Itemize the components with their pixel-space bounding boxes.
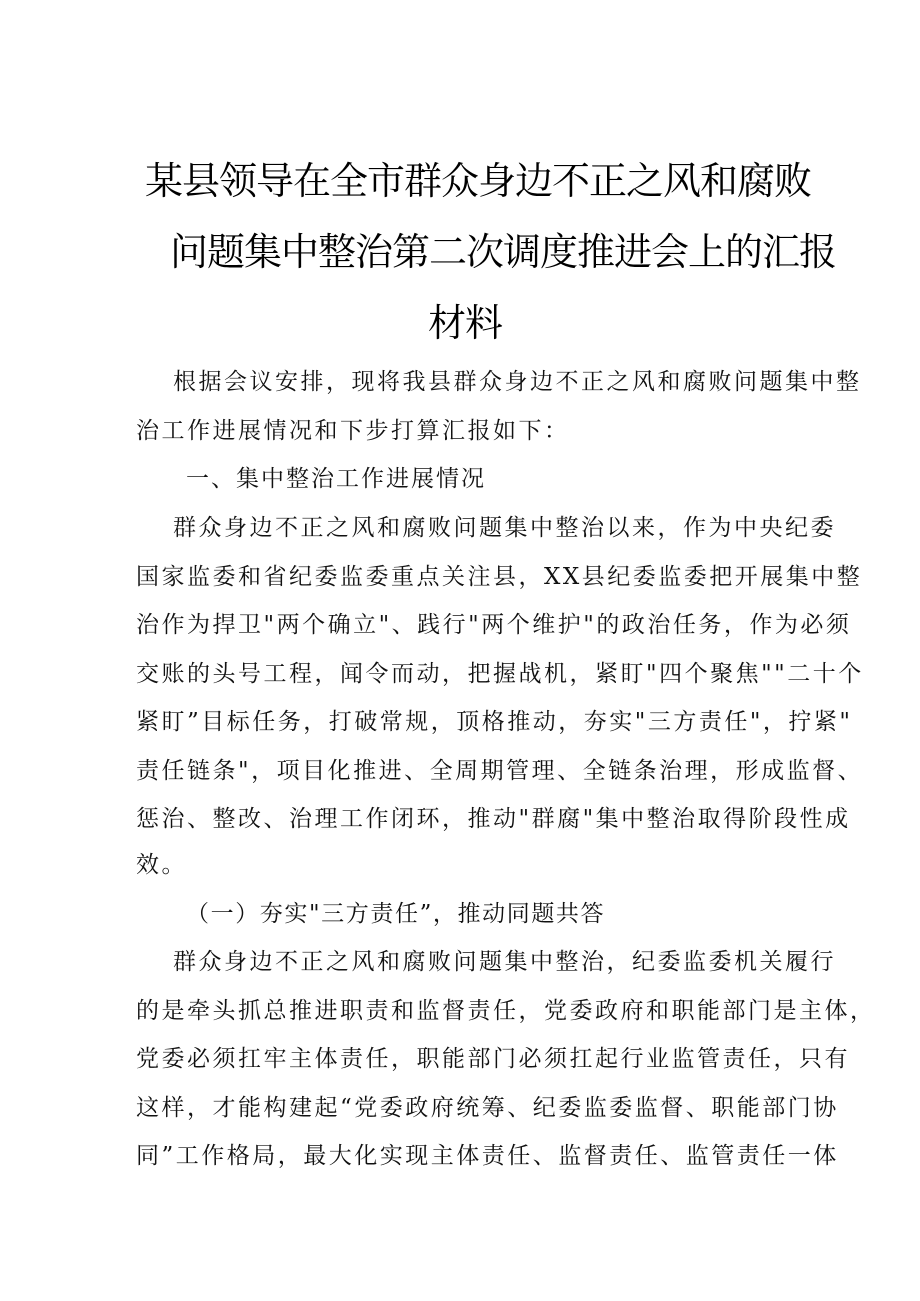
section-paragraph-line: 国家监委和省纪委监委重点关注县，XX县纪委监委把开展集中整 bbox=[136, 564, 863, 590]
document-title-line-3: 材料 bbox=[428, 301, 503, 345]
section-paragraph-line: 交账的头号工程，闻令而动，把握战机，紧盯"四个聚焦""二十个 bbox=[136, 661, 864, 687]
subsection-paragraph-line: 群众身边不正之风和腐败问题集中整治，纪委监委机关履行 bbox=[173, 949, 836, 975]
intro-line-2: 治工作进展情况和下步打算汇报如下： bbox=[136, 418, 570, 444]
subsection-paragraph-line: 党委必须扛牢主体责任，职能部门必须扛起行业监管责任，只有 bbox=[136, 1046, 850, 1072]
section-paragraph-line: 效。 bbox=[136, 852, 187, 878]
intro-line-1: 根据会议安排，现将我县群众身边不正之风和腐败问题集中整 bbox=[173, 369, 862, 395]
subsection-paragraph-line: 的是牵头抓总推进职责和监督责任，党委政府和职能部门是主体， bbox=[136, 998, 876, 1024]
section-heading: 一、集中整治工作进展情况 bbox=[186, 466, 486, 492]
subsection-paragraph-line: 这样，才能构建起“党委政府统筹、纪委监委监督、职能部门协 bbox=[136, 1095, 839, 1121]
document-title-line-1: 某县领导在全市群众身边不正之风和腐败 bbox=[145, 159, 812, 203]
section-paragraph-line: 惩治、整改、治理工作闭环，推动"群腐"集中整治取得阶段性成 bbox=[136, 806, 851, 832]
subsection-heading: （一）夯实"三方责任”，推动同题共答 bbox=[186, 901, 606, 927]
section-paragraph-line: 紧盯”目标任务，打破常规，顶格推动，夯实"三方责任"，拧紧" bbox=[136, 709, 853, 735]
document-title-line-2: 问题集中整治第二次调度推进会上的汇报 bbox=[170, 230, 837, 274]
section-paragraph-line: 群众身边不正之风和腐败问题集中整治以来，作为中央纪委 bbox=[173, 515, 836, 541]
section-paragraph-line: 责任链条"，项目化推进、全周期管理、全链条治理，形成监督、 bbox=[136, 758, 864, 784]
subsection-paragraph-line: 同”工作格局，最大化实现主体责任、监督责任、监管责任一体 bbox=[136, 1143, 839, 1169]
section-paragraph-line: 治作为捍卫"两个确立"、践行"两个维护"的政治任务，作为必须 bbox=[136, 612, 852, 638]
